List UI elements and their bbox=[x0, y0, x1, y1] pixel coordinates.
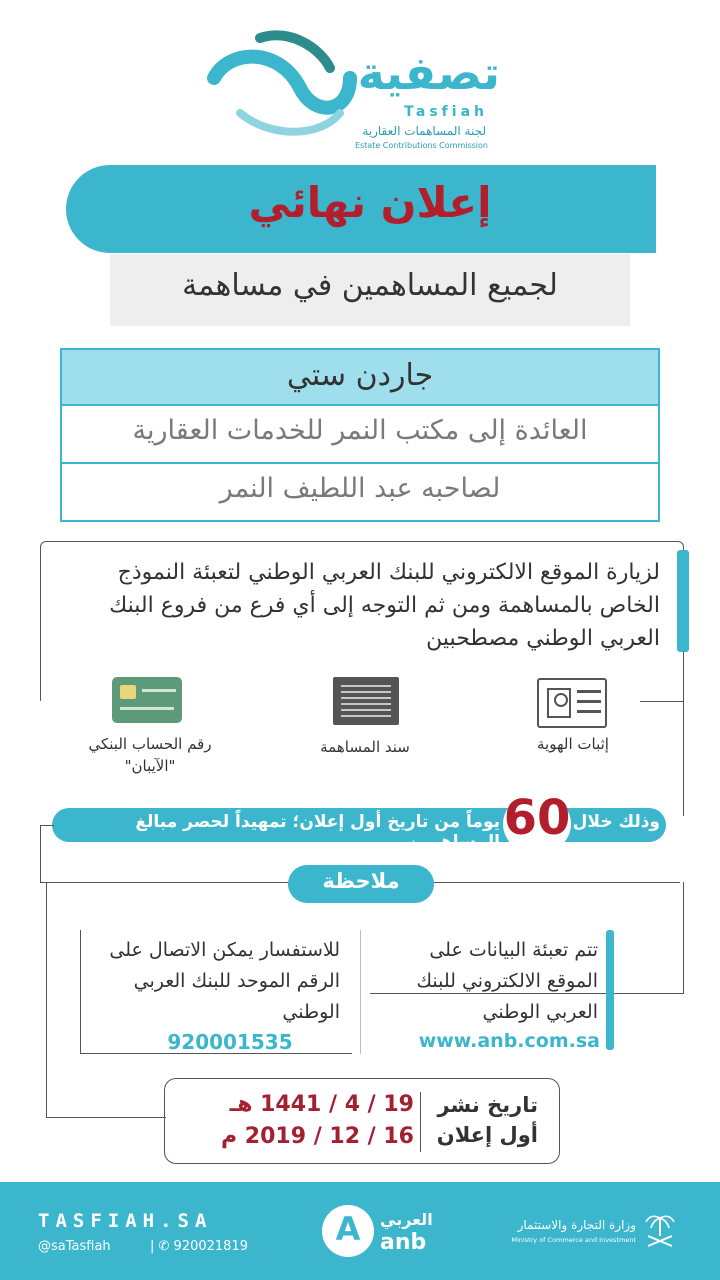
document-icon bbox=[333, 677, 399, 725]
page-title: إعلان نهائي bbox=[248, 178, 492, 227]
ministry-name-en: Ministry of Commerce and Investment bbox=[511, 1236, 636, 1244]
instructions-accent-bar bbox=[677, 550, 689, 652]
bank-card-icon bbox=[112, 677, 182, 723]
ministry-name-ar: وزارة التجارة والاستثمار bbox=[517, 1218, 636, 1232]
connector-line bbox=[40, 825, 54, 883]
project-name: جاردن ستي bbox=[60, 348, 660, 406]
footer-twitter-handle[interactable]: @saTasfiah bbox=[38, 1239, 111, 1254]
note-inquiry-text: للاستفسار يمكن الاتصال على الرقم الموحد للبنك العربي الوطني bbox=[109, 939, 340, 1023]
deadline-days: 60 bbox=[503, 790, 571, 846]
connector-line bbox=[46, 882, 166, 1118]
note-fill-data-text: تتم تعبئة البيانات على الموقع الالكتروني للبنك العربي الوطني bbox=[416, 939, 598, 1023]
palm-emblem-icon bbox=[642, 1210, 678, 1250]
instructions-text: لزيارة الموقع الالكتروني للبنك العربي الوطني لتعبئة النموذج الخاص بالمساهمة ومن ثم التوجه إلى أي فرع من فروع البنك العربي الوطني مصطحبين bbox=[109, 560, 660, 651]
publish-date-gregorian: 16 / 12 / 2019 م bbox=[221, 1124, 414, 1149]
page-subtitle: لجميع المساهمين في مساهمة bbox=[182, 268, 558, 303]
iban-label: رقم الحساب البنكي "الآيبان" bbox=[88, 735, 212, 775]
note-divider bbox=[360, 930, 361, 1054]
tasfiah-logo bbox=[200, 18, 500, 148]
footer-phone-number: 920021819 bbox=[173, 1239, 248, 1254]
footer-website[interactable]: TASFIAH.SA bbox=[38, 1210, 213, 1232]
publish-date-hijri: 19 / 4 / 1441 هـ bbox=[229, 1092, 414, 1117]
anb-logo-letter-icon: A bbox=[335, 1210, 361, 1248]
contribution-deed-label: سند المساهمة bbox=[320, 738, 410, 756]
footer-phone[interactable] bbox=[150, 1239, 248, 1254]
id-card-icon bbox=[537, 678, 607, 728]
project-owner-office: العائدة إلى مكتب النمر للخدمات العقارية bbox=[60, 406, 660, 464]
publish-date-label: تاريخ نشر أول إعلان bbox=[436, 1093, 538, 1147]
id-proof-label: إثبات الهوية bbox=[537, 735, 609, 753]
anb-name-ar: العربي bbox=[380, 1210, 433, 1229]
deadline-suffix: يوماً من تاريخ أول إعلان؛ تمهيداً لحصر مبالغ المساهمين bbox=[135, 812, 500, 852]
phone-icon: | ✆ bbox=[150, 1239, 174, 1254]
anb-name-en: anb bbox=[380, 1230, 427, 1255]
wave-logo-icon bbox=[200, 18, 360, 148]
bank-website-link[interactable]: www.anb.com.sa bbox=[418, 1030, 600, 1052]
deadline-prefix: وذلك خلال bbox=[572, 812, 660, 832]
note-title: ملاحظة bbox=[322, 869, 400, 893]
logo-committee-en: Estate Contributions Commission bbox=[354, 141, 488, 150]
note-accent-bar bbox=[606, 930, 614, 1050]
project-owner-name: لصاحبه عبد اللطيف النمر bbox=[60, 464, 660, 522]
logo-arabic-name: تصفية bbox=[357, 46, 500, 100]
date-divider bbox=[420, 1092, 421, 1152]
logo-english-name: Tasfiah bbox=[404, 104, 488, 120]
connector-line bbox=[640, 701, 684, 816]
bank-phone-number[interactable]: 920001535 bbox=[167, 1030, 293, 1054]
logo-committee-ar: لجنة المساهمات العقارية bbox=[362, 124, 486, 138]
